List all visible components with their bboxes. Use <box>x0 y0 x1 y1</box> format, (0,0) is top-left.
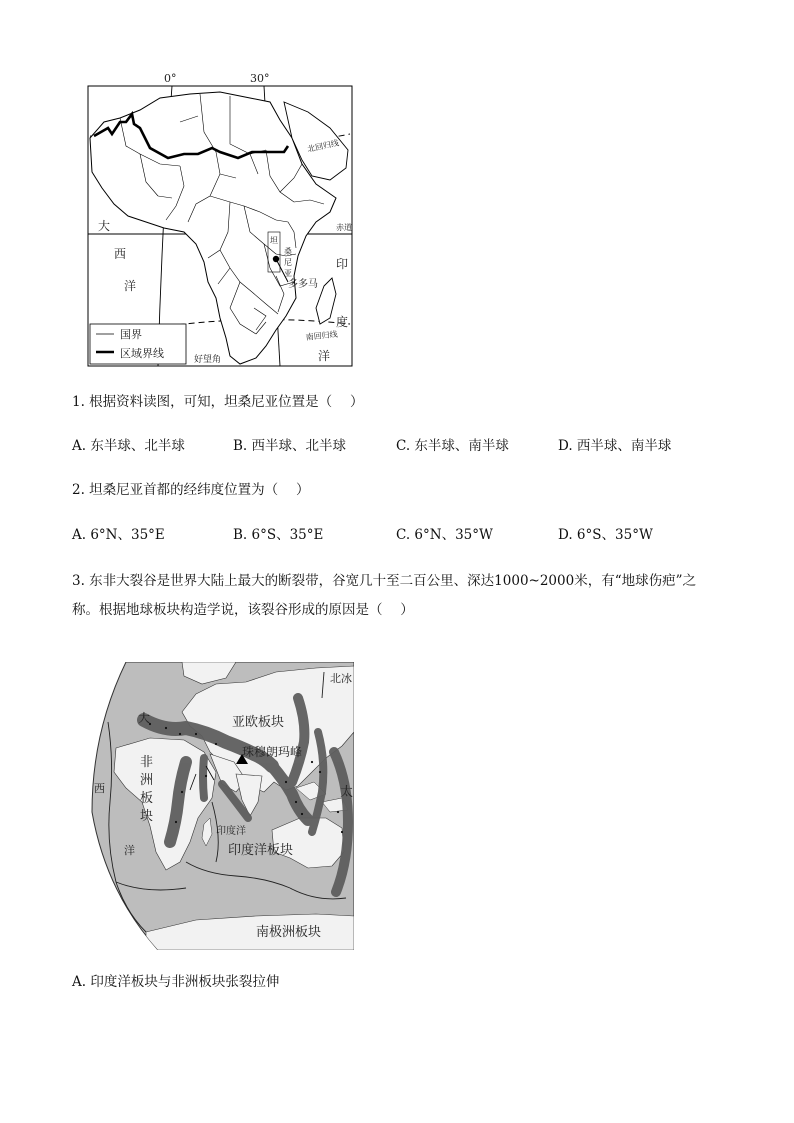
legend-border-label: 国界 <box>120 328 142 341</box>
q1-option-a[interactable]: A. 东半球、北半球 <box>72 438 185 454</box>
everest-label: 珠穆朗玛峰 <box>242 745 303 759</box>
atlantic-char-3: 洋 <box>124 279 137 293</box>
q2-option-a[interactable]: A. 6°N、35°E <box>72 527 165 543</box>
capital-label: 多多马 <box>288 279 318 290</box>
equator-label: 赤道 <box>336 223 352 232</box>
eurasian-plate-label: 亚欧板块 <box>232 715 285 730</box>
africa-map <box>80 72 360 372</box>
q1-option-b[interactable]: B. 西半球、北半球 <box>233 438 347 454</box>
cape-label: 好望角 <box>194 355 222 365</box>
q1-option-c[interactable]: C. 东半球、南半球 <box>396 438 509 454</box>
plates-map <box>86 662 354 950</box>
indian-plate-label: 印度洋板块 <box>228 843 294 858</box>
african-plate-char-3: 板 <box>140 791 154 806</box>
indian-char-1: 印 <box>336 257 349 271</box>
country-char-1: 坦 <box>270 236 278 245</box>
q2-option-d[interactable]: D. 6°S、35°W <box>558 527 653 543</box>
q1-option-d[interactable]: D. 西半球、南半球 <box>558 438 672 454</box>
country-char-4: 亚 <box>284 269 292 278</box>
arctic-label: 北冰 <box>330 672 352 685</box>
african-plate-char-2: 洲 <box>140 773 154 788</box>
question-1: 1. 根据资料读图，可知，坦桑尼亚位置是（ ） <box>72 394 364 410</box>
country-char-3: 尼 <box>284 258 292 267</box>
african-plate-char-4: 块 <box>140 809 154 824</box>
q2-option-c[interactable]: C. 6°N、35°W <box>396 527 493 543</box>
atlantic-char-2: 西 <box>114 247 127 261</box>
tropic-capricorn-label: 南回归线 <box>305 329 339 342</box>
question-3-line-1: 3. 东非大裂谷是世界大陆上最大的断裂带，谷宽几十至二百公里、深达1000~2000米，有“地球伤疤”之 <box>72 573 696 589</box>
q2-option-b[interactable]: B. 6°S、35°E <box>233 527 324 543</box>
tropic-cancer-label: 北回归线 <box>306 138 340 154</box>
country-char-2: 桑 <box>284 247 292 256</box>
indian-char-2: 度 <box>336 315 349 329</box>
lon-30-label: 30° <box>250 72 270 85</box>
question-3-line-2: 称。根据地球板块构造学说，该裂谷形成的原因是（ ） <box>72 602 414 618</box>
question-2: 2. 坦桑尼亚首都的经纬度位置为（ ） <box>72 482 310 498</box>
legend-region-label: 区域界线 <box>120 347 164 360</box>
african-plate-char-1: 非 <box>140 755 154 770</box>
capital-marker <box>273 256 279 262</box>
lon-0-label: 0° <box>164 72 177 85</box>
west-label: 西 <box>94 782 105 795</box>
indian-ocean-label: 印度洋 <box>216 826 246 837</box>
indian-char-3: 洋 <box>318 349 331 363</box>
antarctic-plate-label: 南极洲板块 <box>256 925 322 940</box>
pacific-char-label: 太 <box>340 785 354 800</box>
atlantic-char-1: 大 <box>98 219 111 233</box>
q3-option-a[interactable]: A. 印度洋板块与非洲板块张裂拉伸 <box>72 974 280 990</box>
atlantic-char-label: 大 <box>138 711 151 725</box>
ocean-label: 洋 <box>124 844 135 857</box>
